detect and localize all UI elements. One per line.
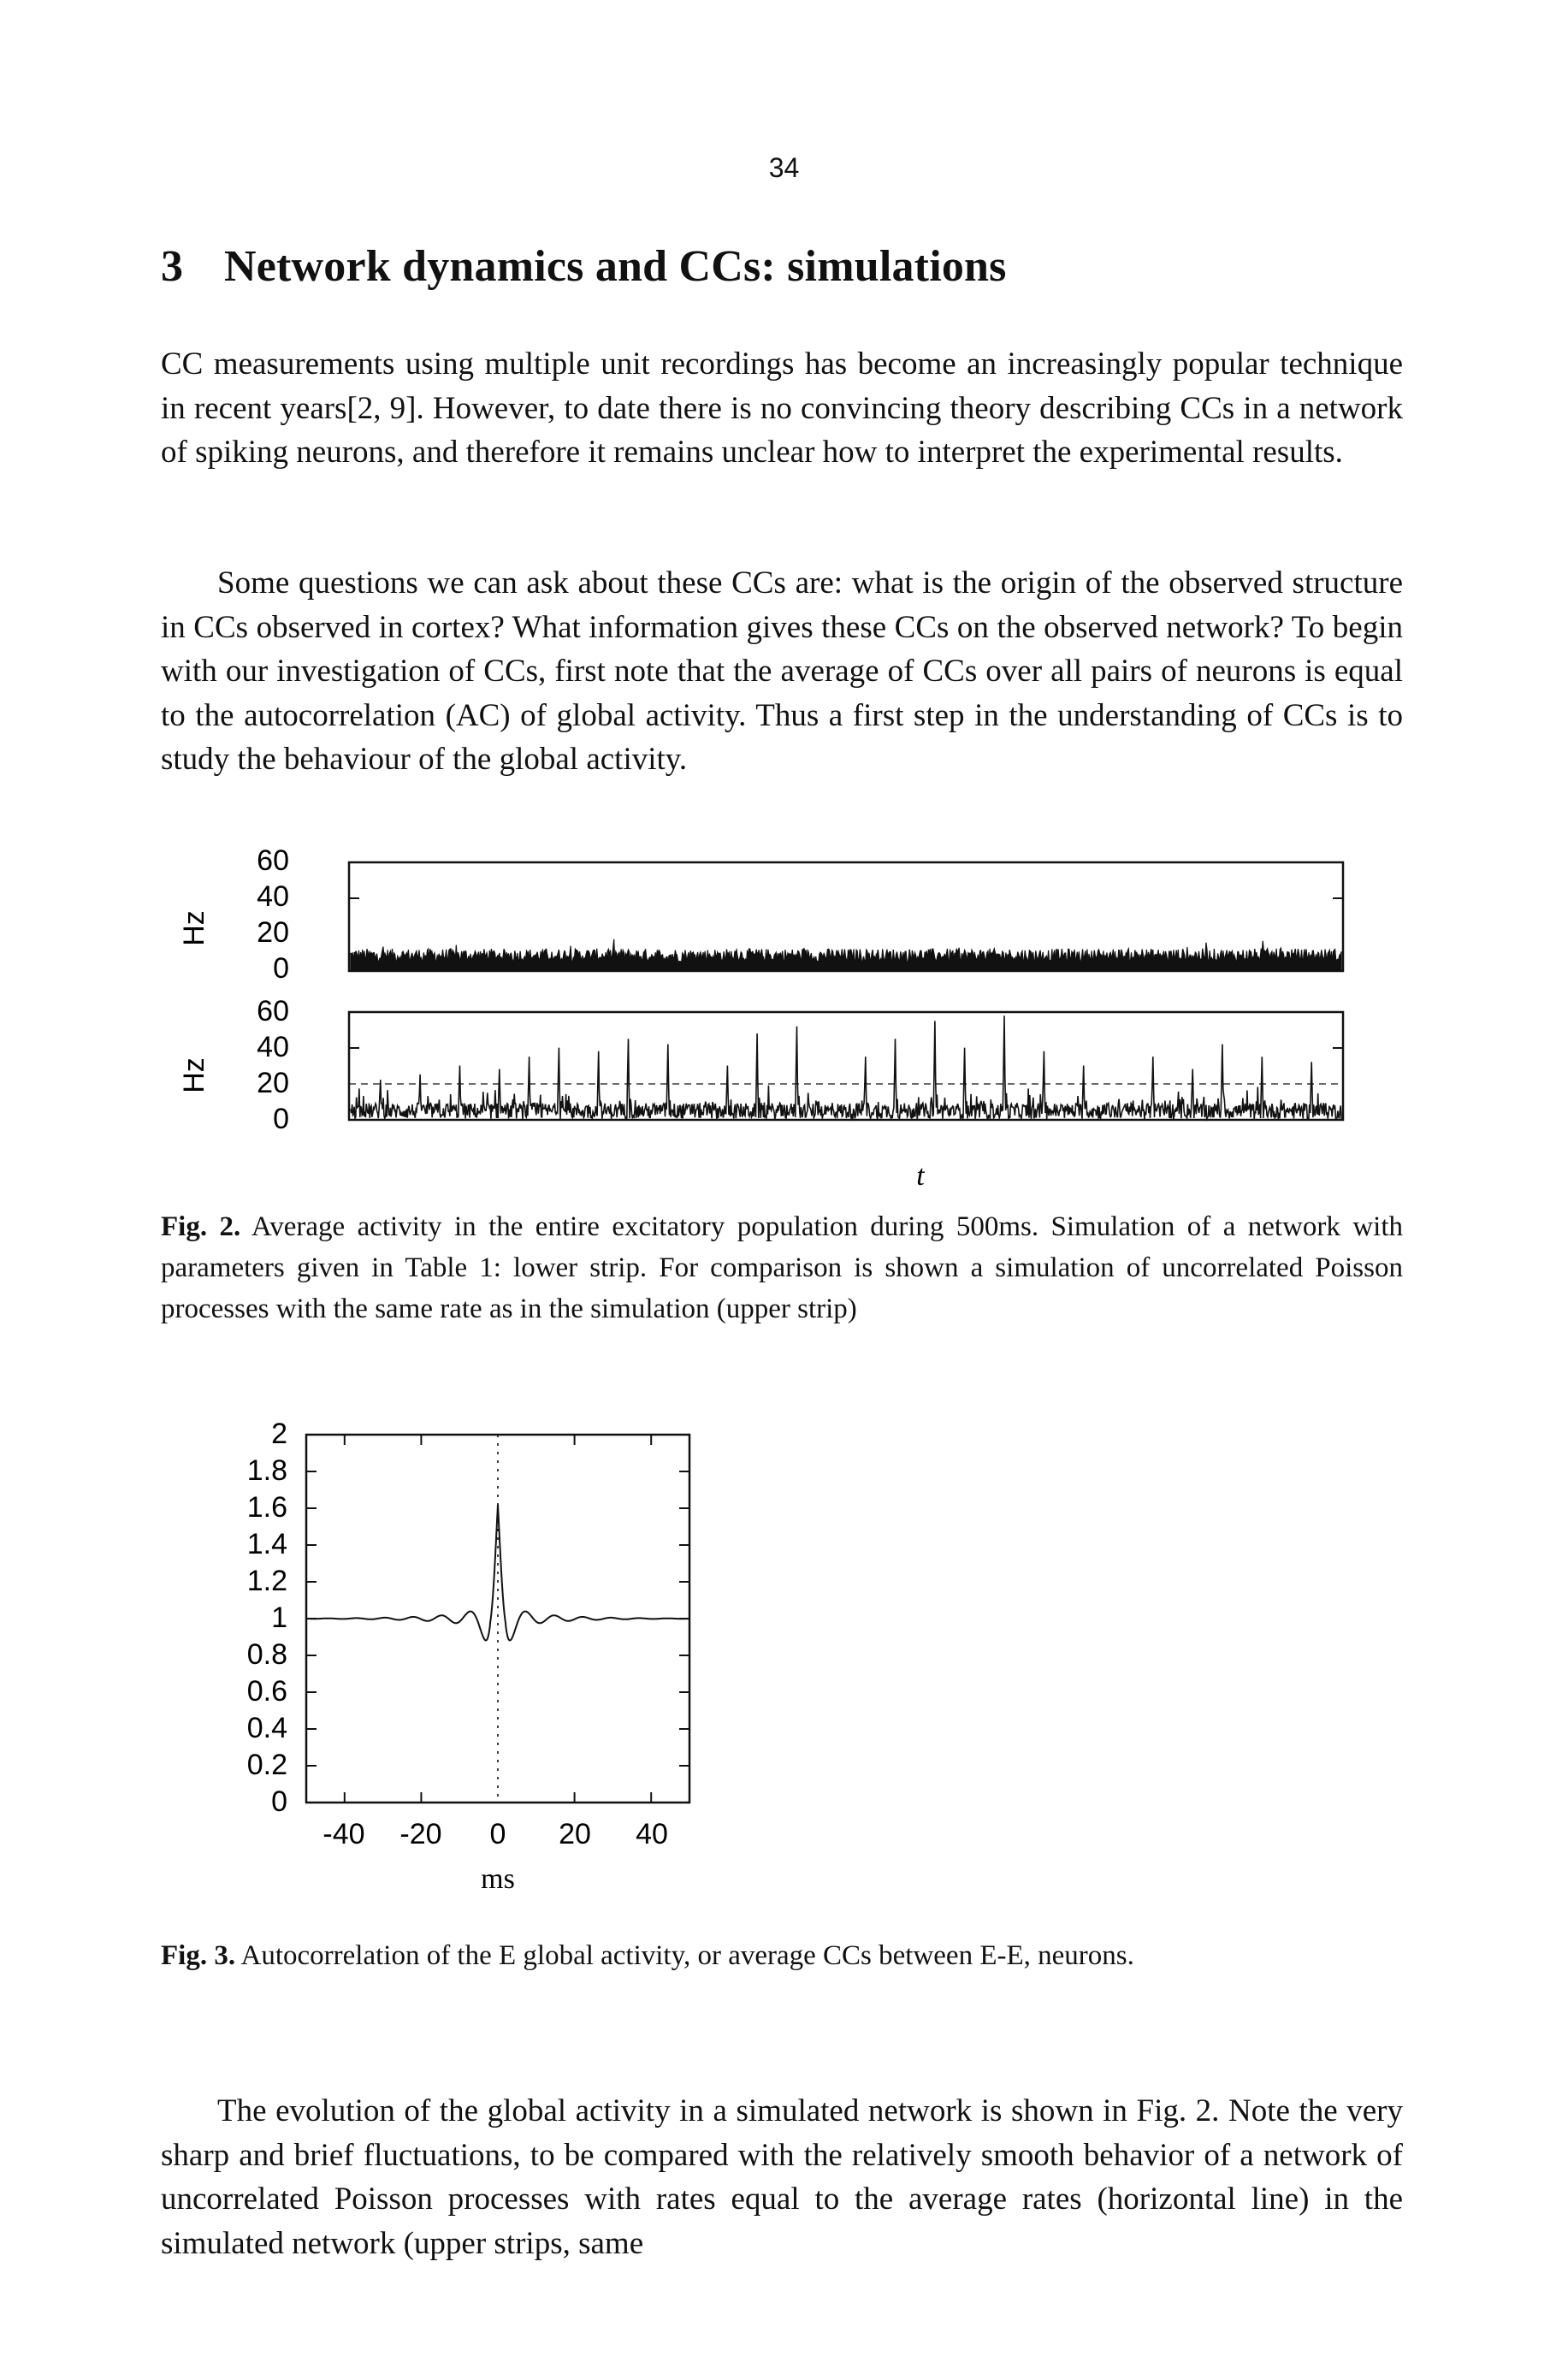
- fig2-label: Fig. 2.: [161, 1211, 241, 1242]
- fig2-caption-text: Average activity in the entire excitatory population during 500ms. Simulation of a network with parameters given in Table 1: lower strip. For comparison is shown a simulation of uncorrelated Poisson processes with the same rate as in the simulation (upper strip): [161, 1211, 1403, 1324]
- ac-ytick: 2: [271, 1418, 287, 1450]
- upper-strip: [178, 844, 1343, 985]
- ac-ytick: 0.8: [246, 1638, 287, 1671]
- section-title-text: Network dynamics and CCs: simulations: [224, 242, 1007, 291]
- ac-ytick: 0: [271, 1785, 287, 1818]
- upper-ytick: 40: [257, 880, 289, 913]
- lower-trace: [351, 1015, 1341, 1119]
- lower-ytick: 20: [257, 1067, 289, 1099]
- ac-ytick: 0.2: [246, 1749, 287, 1781]
- upper-trace: [351, 939, 1341, 970]
- upper-ytick: 60: [257, 844, 289, 877]
- lower-ytick: 0: [273, 1103, 289, 1135]
- ac-ytick: 1.6: [246, 1491, 287, 1524]
- ac-xticks: [322, 1818, 667, 1850]
- upper-ylabel: Hz: [178, 910, 210, 946]
- fig3-caption-text: Autocorrelation of the E global activity, or average CCs between E-E, neurons.: [240, 1940, 1134, 1971]
- lower-ytick: 60: [257, 995, 289, 1027]
- paragraph-1: CC measurements using multiple unit recordings has become an increasingly popular technique in recent years[2, 9]. However, to date there is no convincing theory describing CCs in a network of spiking neurons, and therefore it remains unclear how to interpret the experimental results.: [161, 346, 1403, 470]
- ac-yticks: [247, 1418, 287, 1818]
- fig2-xlabel: t: [916, 1160, 925, 1192]
- ac-xtick: 0: [489, 1818, 506, 1850]
- upper-ytick: 0: [273, 952, 289, 985]
- upper-ytick: 20: [257, 916, 289, 949]
- fig3-label: Fig. 3.: [161, 1940, 236, 1971]
- ac-ytick: 0.6: [246, 1675, 287, 1708]
- paragraph-3: The evolution of the global activity in a simulated network is shown in Fig. 2. Note the very sharp and brief fluctuations, to be compared with the relatively smooth behavior of a network of uncorrelated Poisson processes with rates equal to the average rates (horizontal line) in the simulated network (upper strips, same: [161, 2093, 1403, 2261]
- section-title: [161, 241, 1007, 292]
- fig3-caption: [161, 1935, 1403, 1976]
- lower-strip: [178, 995, 1343, 1135]
- ac-ytick: 1.4: [246, 1528, 287, 1560]
- lower-ytick: 40: [257, 1031, 289, 1063]
- ac-ytick: 1.2: [246, 1565, 287, 1597]
- ac-xtick: 20: [559, 1818, 591, 1850]
- ac-ytick: 1.8: [246, 1454, 287, 1487]
- fig3-chart: [197, 1416, 727, 1912]
- paragraph-2: Some questions we can ask about these CCs are: what is the origin of the observed structure in CCs observed in cortex? What information gives these CCs on the observed network? To begin with our investigation of CCs, first note that the average of CCs over all pairs of neurons is equal to the autocorrelation (AC) of global activity. Thus a first step in the understanding of CCs is to study the behaviour of the global activity.: [161, 565, 1403, 777]
- ac-xlabel: ms: [481, 1863, 515, 1895]
- ac-xtick: 40: [636, 1818, 668, 1850]
- page-number: 34: [768, 152, 800, 183]
- section-number: 3: [161, 242, 184, 291]
- upper-frame: [349, 862, 1343, 971]
- lower-ylabel: Hz: [178, 1057, 210, 1093]
- fig2-caption: [161, 1206, 1403, 1329]
- ac-ytick: 1: [271, 1601, 287, 1634]
- ac-xtick: -20: [399, 1818, 442, 1850]
- ac-ytick: 0.4: [246, 1712, 287, 1744]
- ac-xtick: -40: [322, 1818, 365, 1850]
- fig2-chart: [178, 834, 1369, 1202]
